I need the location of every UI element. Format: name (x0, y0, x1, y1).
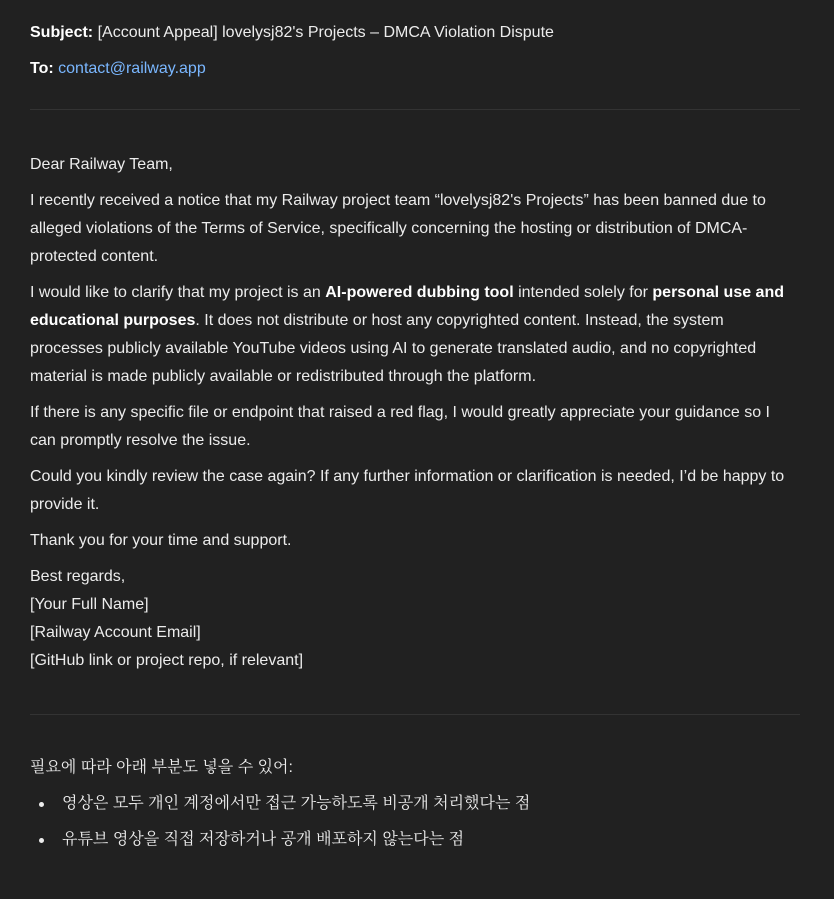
paragraph-review-request: Could you kindly review the case again? If any further information or clarification is needed, I’d be happy to provide it. (30, 468, 785, 513)
paragraph-notice: I recently received a notice that my Railway project team “lovelysj82's Projects” has been banned due to alleged violations of the Terms of Service, specifically concerning the hosting or distribution of DMCA-protected content. (30, 192, 766, 265)
list-item (30, 790, 800, 818)
bullet-icon (39, 838, 44, 843)
clarification-text-2: intended solely for (513, 284, 653, 301)
subject-value: [Account Appeal] lovelysj82's Projects – DMCA Violation Dispute (97, 24, 554, 41)
divider (30, 714, 800, 715)
bullet-list (30, 790, 800, 854)
additional-intro: 필요에 따라 아래 부분도 넣을 수 있어: (30, 759, 293, 776)
divider (30, 109, 800, 110)
clarification-bold-1: AI-powered dubbing tool (325, 284, 514, 301)
signature-block (30, 563, 800, 675)
clarification-text-3: . It does not distribute or host any copyrighted content. Instead, the system processes publicly available YouTube videos using AI to generate translated audio, and no copyrighted material is made publicly available or redistributed through the platform. (30, 312, 757, 385)
name-placeholder: [Your Full Name] (30, 596, 149, 613)
email-placeholder: [Railway Account Email] (30, 624, 201, 641)
to-line (30, 55, 800, 83)
clarification-bold-2: personal use and educational purposes (30, 284, 784, 329)
to-label: To: (30, 60, 54, 77)
paragraph-clarification (30, 279, 800, 391)
greeting: Dear Railway Team, (30, 156, 173, 173)
list-item-text: 유튜브 영상을 직접 저장하거나 공개 배포하지 않는다는 점 (62, 831, 465, 848)
closing: Best regards, (30, 568, 126, 585)
list-item (30, 826, 800, 854)
to-email-link[interactable]: contact@railway.app (58, 60, 206, 77)
additional-notes (30, 754, 800, 854)
clarification-text-1: I would like to clarify that my project is an (30, 284, 326, 301)
bullet-icon (39, 802, 44, 807)
paragraph-request-guidance: If there is any specific file or endpoint that raised a red flag, I would greatly appreciate your guidance so I can promptly resolve the issue. (30, 404, 770, 449)
paragraph-thanks: Thank you for your time and support. (30, 532, 292, 549)
letter-body (30, 151, 800, 675)
subject-label: Subject: (30, 24, 94, 41)
message-content (30, 19, 800, 854)
repo-placeholder: [GitHub link or project repo, if relevant] (30, 652, 304, 669)
list-item-text: 영상은 모두 개인 계정에서만 접근 가능하도록 비공개 처리했다는 점 (62, 795, 531, 812)
subject-line (30, 19, 800, 47)
email-header (30, 19, 800, 83)
